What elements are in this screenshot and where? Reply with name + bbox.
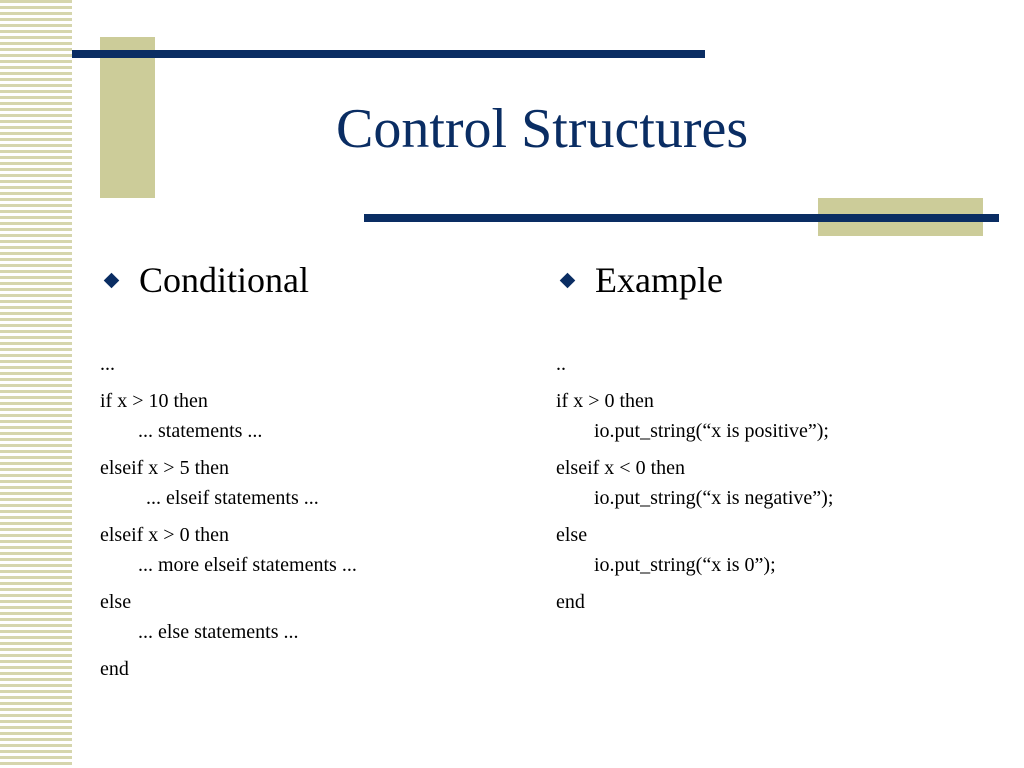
decorative-rule-bottom bbox=[364, 214, 999, 222]
diamond-icon bbox=[560, 272, 576, 288]
code-group bbox=[556, 587, 996, 617]
right-bullet bbox=[556, 258, 996, 302]
code-group bbox=[100, 587, 520, 647]
diamond-icon bbox=[104, 272, 120, 288]
code-group bbox=[556, 349, 996, 379]
code-line: .. bbox=[556, 353, 566, 375]
right-column bbox=[556, 258, 996, 624]
code-group bbox=[100, 453, 520, 513]
left-bullet bbox=[100, 258, 520, 302]
code-line: ... more elseif statements ... bbox=[138, 554, 357, 576]
code-group bbox=[100, 349, 520, 379]
code-group bbox=[100, 520, 520, 580]
right-code-block bbox=[556, 349, 996, 617]
code-group bbox=[100, 654, 520, 684]
code-line: ... else statements ... bbox=[138, 621, 299, 643]
code-line: elseif x > 5 then bbox=[100, 457, 230, 479]
code-group bbox=[556, 386, 996, 446]
left-heading: Conditional bbox=[139, 260, 309, 300]
code-group bbox=[556, 453, 996, 513]
code-line: if x > 10 then bbox=[100, 390, 208, 412]
decorative-rule-top bbox=[72, 50, 705, 58]
code-line: if x > 0 then bbox=[556, 390, 654, 412]
code-line: ... statements ... bbox=[138, 420, 263, 442]
left-column bbox=[100, 258, 520, 691]
code-line: elseif x > 0 then bbox=[100, 524, 230, 546]
code-line: end bbox=[100, 658, 129, 680]
slide-title: Control Structures bbox=[336, 98, 749, 160]
code-line: end bbox=[556, 591, 585, 613]
code-line: elseif x < 0 then bbox=[556, 457, 686, 479]
right-heading: Example bbox=[595, 260, 723, 300]
decorative-stripe bbox=[0, 0, 72, 768]
code-line: else bbox=[100, 591, 132, 613]
code-line: ... bbox=[100, 353, 115, 375]
code-line: ... elseif statements ... bbox=[146, 487, 319, 509]
decorative-block-top bbox=[100, 37, 155, 198]
code-line: io.put_string(“x is negative”); bbox=[594, 487, 834, 509]
code-line: io.put_string(“x is positive”); bbox=[594, 420, 829, 442]
code-group bbox=[100, 386, 520, 446]
code-group bbox=[556, 520, 996, 580]
left-code-block bbox=[100, 349, 520, 684]
code-line: else bbox=[556, 524, 588, 546]
code-line: io.put_string(“x is 0”); bbox=[594, 554, 776, 576]
